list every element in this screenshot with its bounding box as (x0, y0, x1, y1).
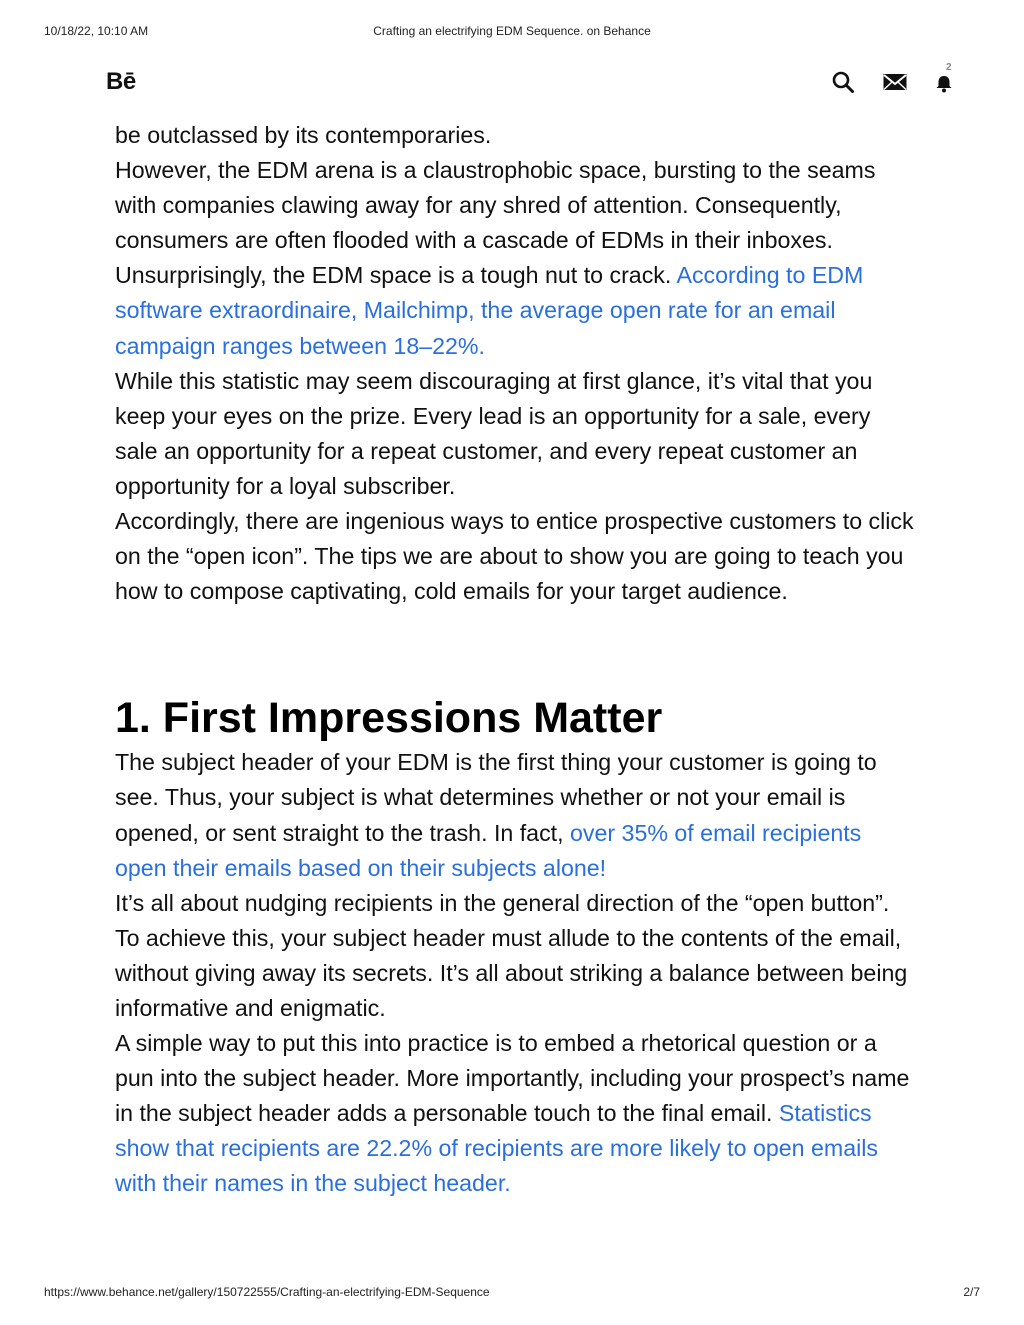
article-paragraph (115, 1026, 915, 1201)
article-paragraph (115, 258, 915, 363)
print-page-number: 2/7 (963, 1285, 980, 1299)
mail-icon[interactable] (882, 70, 908, 96)
mailchimp-open-rate-link[interactable]: According to EDM software extraordinaire, Mailchimp, the average open rate for an email campaign ranges between 18–22%. (115, 262, 864, 359)
article-paragraph: Accordingly, there are ingenious ways to entice prospective customers to click on the “open icon”. The tips we are about to show you are going to teach you how to compose captivating, cold emails for your target audience. (115, 508, 914, 605)
article-paragraph: be outclassed by its contemporaries. (115, 122, 492, 148)
notification-count-badge: 2 (946, 62, 952, 73)
section-heading: 1. First Impressions Matter (115, 694, 663, 743)
print-page-title: Crafting an electrifying EDM Sequence. on Behance (373, 24, 651, 38)
paragraph-text: A simple way to put this into practice is to embed a rhetorical question or a pun into the subject header. More importantly, including your prospect’s name in the subject header adds a personable touch to the final email. (115, 1030, 910, 1127)
article-body (115, 118, 915, 1202)
behance-logo[interactable]: Bē (106, 68, 136, 95)
article-paragraph: While this statistic may seem discouraging at first glance, it’s vital that you keep your eyes on the prize. Every lead is an opportunity for a sale, every sale an opportunity for a repeat customer, and every repeat customer an opportunity for a loyal subscriber. (115, 367, 873, 499)
article-paragraph (115, 745, 915, 885)
article-paragraph: It’s all about nudging recipients in the general direction of the “open button”. To achieve this, your subject header must allude to the contents of the email, without giving away its secrets. It’s all about striking a balance between being informative and enigmatic. (115, 889, 908, 1021)
print-datetime: 10/18/22, 10:10 AM (44, 24, 149, 38)
paragraph-text: Unsurprisingly, the EDM space is a tough nut to crack. (115, 262, 677, 289)
paragraph-text: The subject header of your EDM is the first thing your customer is going to see. Thus, your subject is what determines whether or not your email is opened, or sent straight to the trash. In fact, (115, 749, 877, 846)
subject-open-rate-link[interactable]: over 35% of email recipients open their emails based on their subjects alone! (115, 819, 862, 881)
article-paragraph: However, the EDM arena is a claustrophobic space, bursting to the seams with companies clawing away for any shred of attention. Consequently, consumers are often flooded with a cascade of EDMs in their inboxes. (115, 157, 876, 254)
print-header (0, 24, 1024, 40)
print-url: https://www.behance.net/gallery/150722555/Crafting-an-electrifying-EDM-Sequence (44, 1285, 490, 1299)
names-statistics-link[interactable]: Statistics show that recipients are 22.2% of recipients are more likely to open emails with their names in the subject header. (115, 1100, 878, 1197)
search-icon[interactable] (831, 70, 857, 96)
bell-icon[interactable] (932, 70, 958, 96)
behance-top-bar (0, 58, 1024, 108)
